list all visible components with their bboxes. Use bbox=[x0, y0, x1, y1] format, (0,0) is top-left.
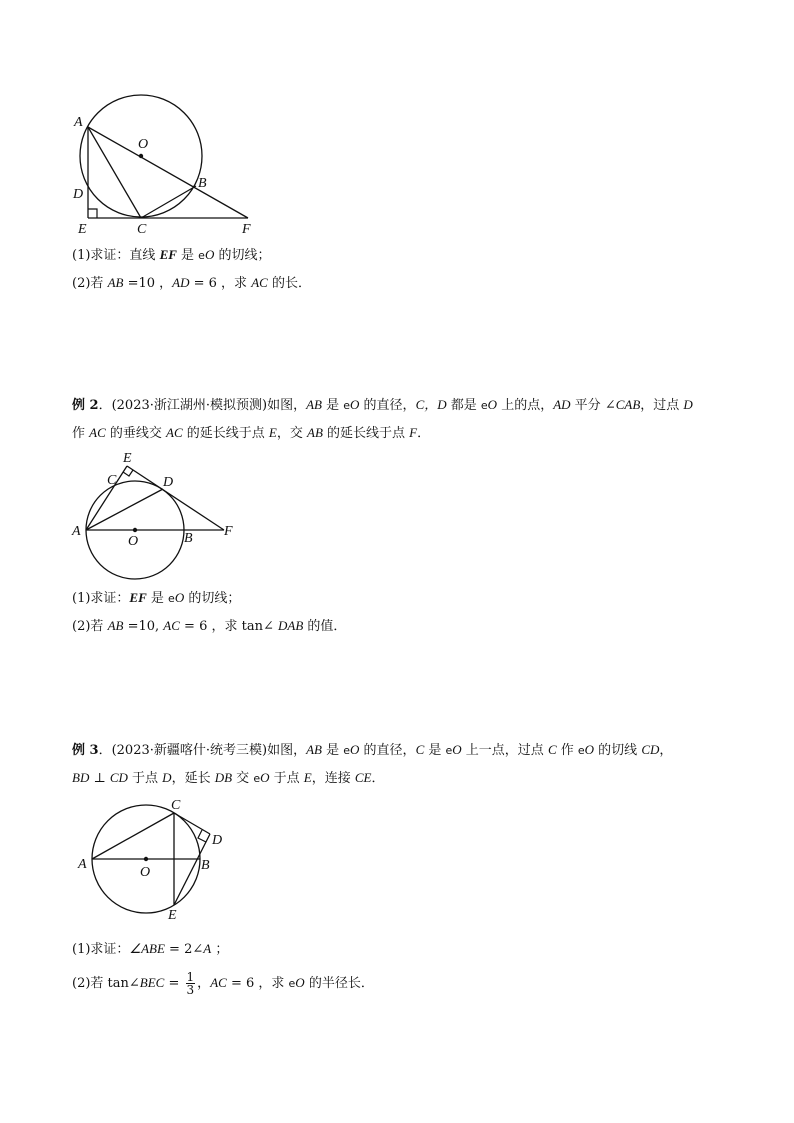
label-A: A bbox=[78, 857, 87, 872]
ex3-statement-line-2: BD ⊥ CD 于点 D，延长 DB 交 eO 于点 E，连接 CE． bbox=[72, 770, 385, 786]
ex3-source: ．(2023·新疆喀什·统考三模) bbox=[98, 743, 268, 758]
label-D: D bbox=[212, 833, 223, 848]
ex2-statement-line-2: 作 AC 的垂线交 AC 的延长线于点 E，交 AB 的延长线于点 F． bbox=[72, 425, 431, 441]
label-E: E bbox=[78, 222, 87, 237]
label-F: F bbox=[224, 524, 233, 539]
label-B: B bbox=[198, 176, 207, 191]
label-D: D bbox=[163, 475, 174, 490]
figure-1 bbox=[60, 90, 270, 240]
ex1-question-2: (2)若 AB =10 ，AD = 6 ，求 AC 的长． bbox=[72, 275, 311, 291]
ex3-statement-line-1: 例 3．(2023·新疆喀什·统考三模)如图，AB 是 eO 的直径，C 是 eO 上一点，过点 C 作 eO 的切线 CD， bbox=[72, 742, 673, 758]
label-C: C bbox=[171, 798, 181, 813]
ex2-question-1: (1)求证：EF 是 eO 的切线； bbox=[72, 590, 241, 606]
ex2-source: ．(2023·浙江湖州·模拟预测) bbox=[98, 398, 268, 413]
label-O: O bbox=[140, 865, 151, 880]
label-F: F bbox=[242, 222, 251, 237]
label-E: E bbox=[168, 908, 177, 923]
ex3-label: 例 3 bbox=[72, 743, 99, 758]
figure-2 bbox=[60, 448, 250, 588]
label-D: D bbox=[73, 187, 84, 202]
label-E: E bbox=[123, 451, 132, 466]
label-B: B bbox=[201, 858, 210, 873]
label-C: C bbox=[137, 222, 147, 237]
label-A: A bbox=[72, 524, 81, 539]
label-O: O bbox=[138, 137, 149, 152]
figure-3 bbox=[64, 795, 234, 925]
ex2-question-2: (2)若 AB =10, AC = 6 ，求 tan∠ DAB 的值． bbox=[72, 618, 347, 634]
ex2-statement-line-1: 例 2．(2023·浙江湖州·模拟预测)如图，AB 是 eO 的直径，C，D 都是 eO 上的点，AD 平分 ∠CAB，过点 D bbox=[72, 397, 693, 413]
label-B: B bbox=[184, 531, 193, 546]
ex3-question-2: (2)若 tan∠BEC = $\frac{1}{3}$ ，AC = 6 ，求 eO 的半径长． bbox=[72, 970, 374, 997]
label-A: A bbox=[74, 115, 83, 130]
label-O: O bbox=[128, 534, 139, 549]
ex1-question-1: (1)求证：直线 EF 是 eO 的切线； bbox=[72, 247, 271, 263]
ex3-question-1: (1)求证：∠ABE = 2∠A ； bbox=[72, 941, 229, 957]
fraction-one-third: $\frac{1}{3}$ bbox=[186, 970, 195, 997]
label-C: C bbox=[107, 473, 117, 488]
ex2-label: 例 2 bbox=[72, 398, 99, 413]
